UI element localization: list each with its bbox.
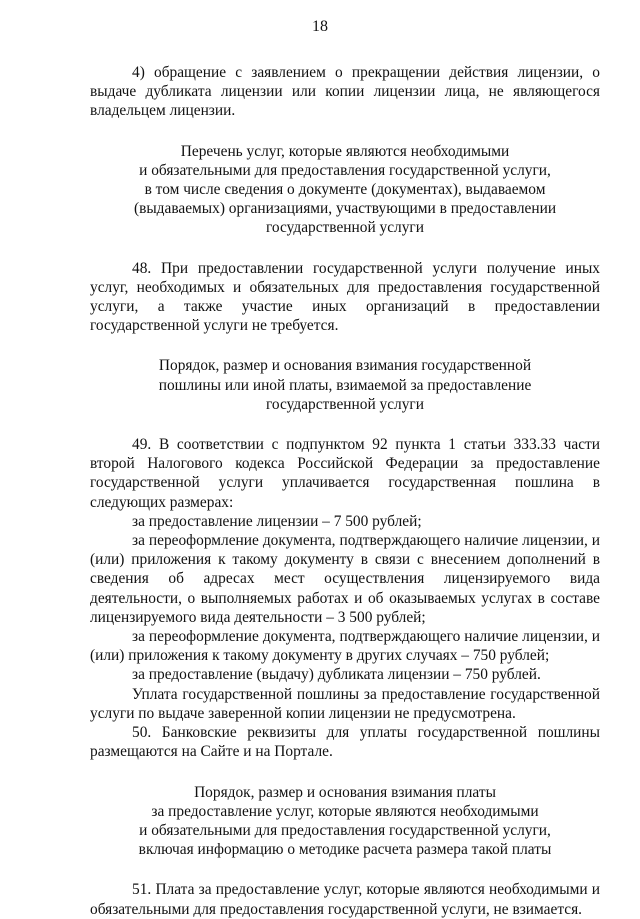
document-body — [90, 63, 600, 919]
heading-line: и обязательными для предоставления государственной услуги, — [139, 161, 551, 179]
heading-line: и обязательными для предоставления государственной услуги, — [139, 821, 551, 839]
paragraph-49-certified-copy: Уплата государственной пошлины за предоставление государственной услуги по выдаче заверенной копии лицензии не предусмотрена. — [90, 685, 600, 722]
heading-line: в том числе сведения о документе (документах), выдаваемом — [144, 181, 546, 199]
paragraph-49-duplicate-fee: за предоставление (выдачу) дубликата лицензии – 750 рублей. — [132, 666, 541, 684]
heading-line: (выдаваемых) организациями, участвующими в предоставлении — [133, 200, 557, 218]
heading-line: за предоставление услуг, которые являются необходимыми — [151, 802, 539, 820]
paragraph-item-4: 4) обращение с заявлением о прекращении действия лицензии, о выдаче дубликата лицензии или копии лицензии лица, не являющегося владельцем лицензии. — [90, 64, 600, 120]
section-heading-state-duty — [90, 356, 600, 414]
heading-line: государственной услуги — [266, 219, 424, 237]
paragraph-49: 49. В соответствии с подпунктом 92 пункта 1 статьи 333.33 части второй Налогового кодекса Российской Федерации за предоставление государственной услуги уплачивается государственная пошлина в следующих размерах: — [90, 436, 600, 511]
heading-line: включая информацию о методике расчета размера такой платы — [138, 841, 552, 859]
section-heading-required-services — [90, 142, 600, 238]
heading-line: Порядок, размер и основания взимания государственной — [158, 357, 532, 375]
heading-line: государственной услуги — [266, 395, 424, 413]
paragraph-48: 48. При предоставлении государственной услуги получение иных услуг, необходимых и обязательных для предоставления государственной услуги, а также участие иных организаций в предоставлении государственной услуги не требуется. — [90, 259, 600, 335]
section-heading-service-fee — [90, 783, 600, 860]
heading-line: Перечень услуг, которые являются необходимыми — [180, 142, 510, 160]
paragraph-50: 50. Банковские реквизиты для уплаты государственной пошлины размещаются на Сайте и на Портале. — [90, 724, 600, 761]
paragraph-51: 51. Плата за предоставление услуг, которые являются необходимыми и обязательными для предоставления государственной услуги, не взимается. — [90, 881, 600, 918]
paragraph-49-license-fee: за предоставление лицензии – 7 500 рублей; — [132, 512, 422, 530]
heading-line: Порядок, размер и основания взимания платы — [194, 783, 496, 801]
page-number: 18 — [312, 18, 328, 35]
heading-line: пошлины или иной платы, взимаемой за предоставление — [158, 376, 532, 394]
paragraph-49-reissue-addition-fee: за переоформление документа, подтверждающего наличие лицензии, и (или) приложения к такому документу в связи с внесением дополнений в сведения об адресах мест осуществления лицензируемого вида деятельности, о выполняемых работах и об оказываемых услугах в составе лицензируемого вида деятельности – 3 500 рублей; — [90, 532, 600, 626]
paragraph-49-reissue-other-fee: за переоформление документа, подтверждающего наличие лицензии, и (или) приложения к такому документу в других случаях – 750 рублей; — [90, 628, 600, 665]
